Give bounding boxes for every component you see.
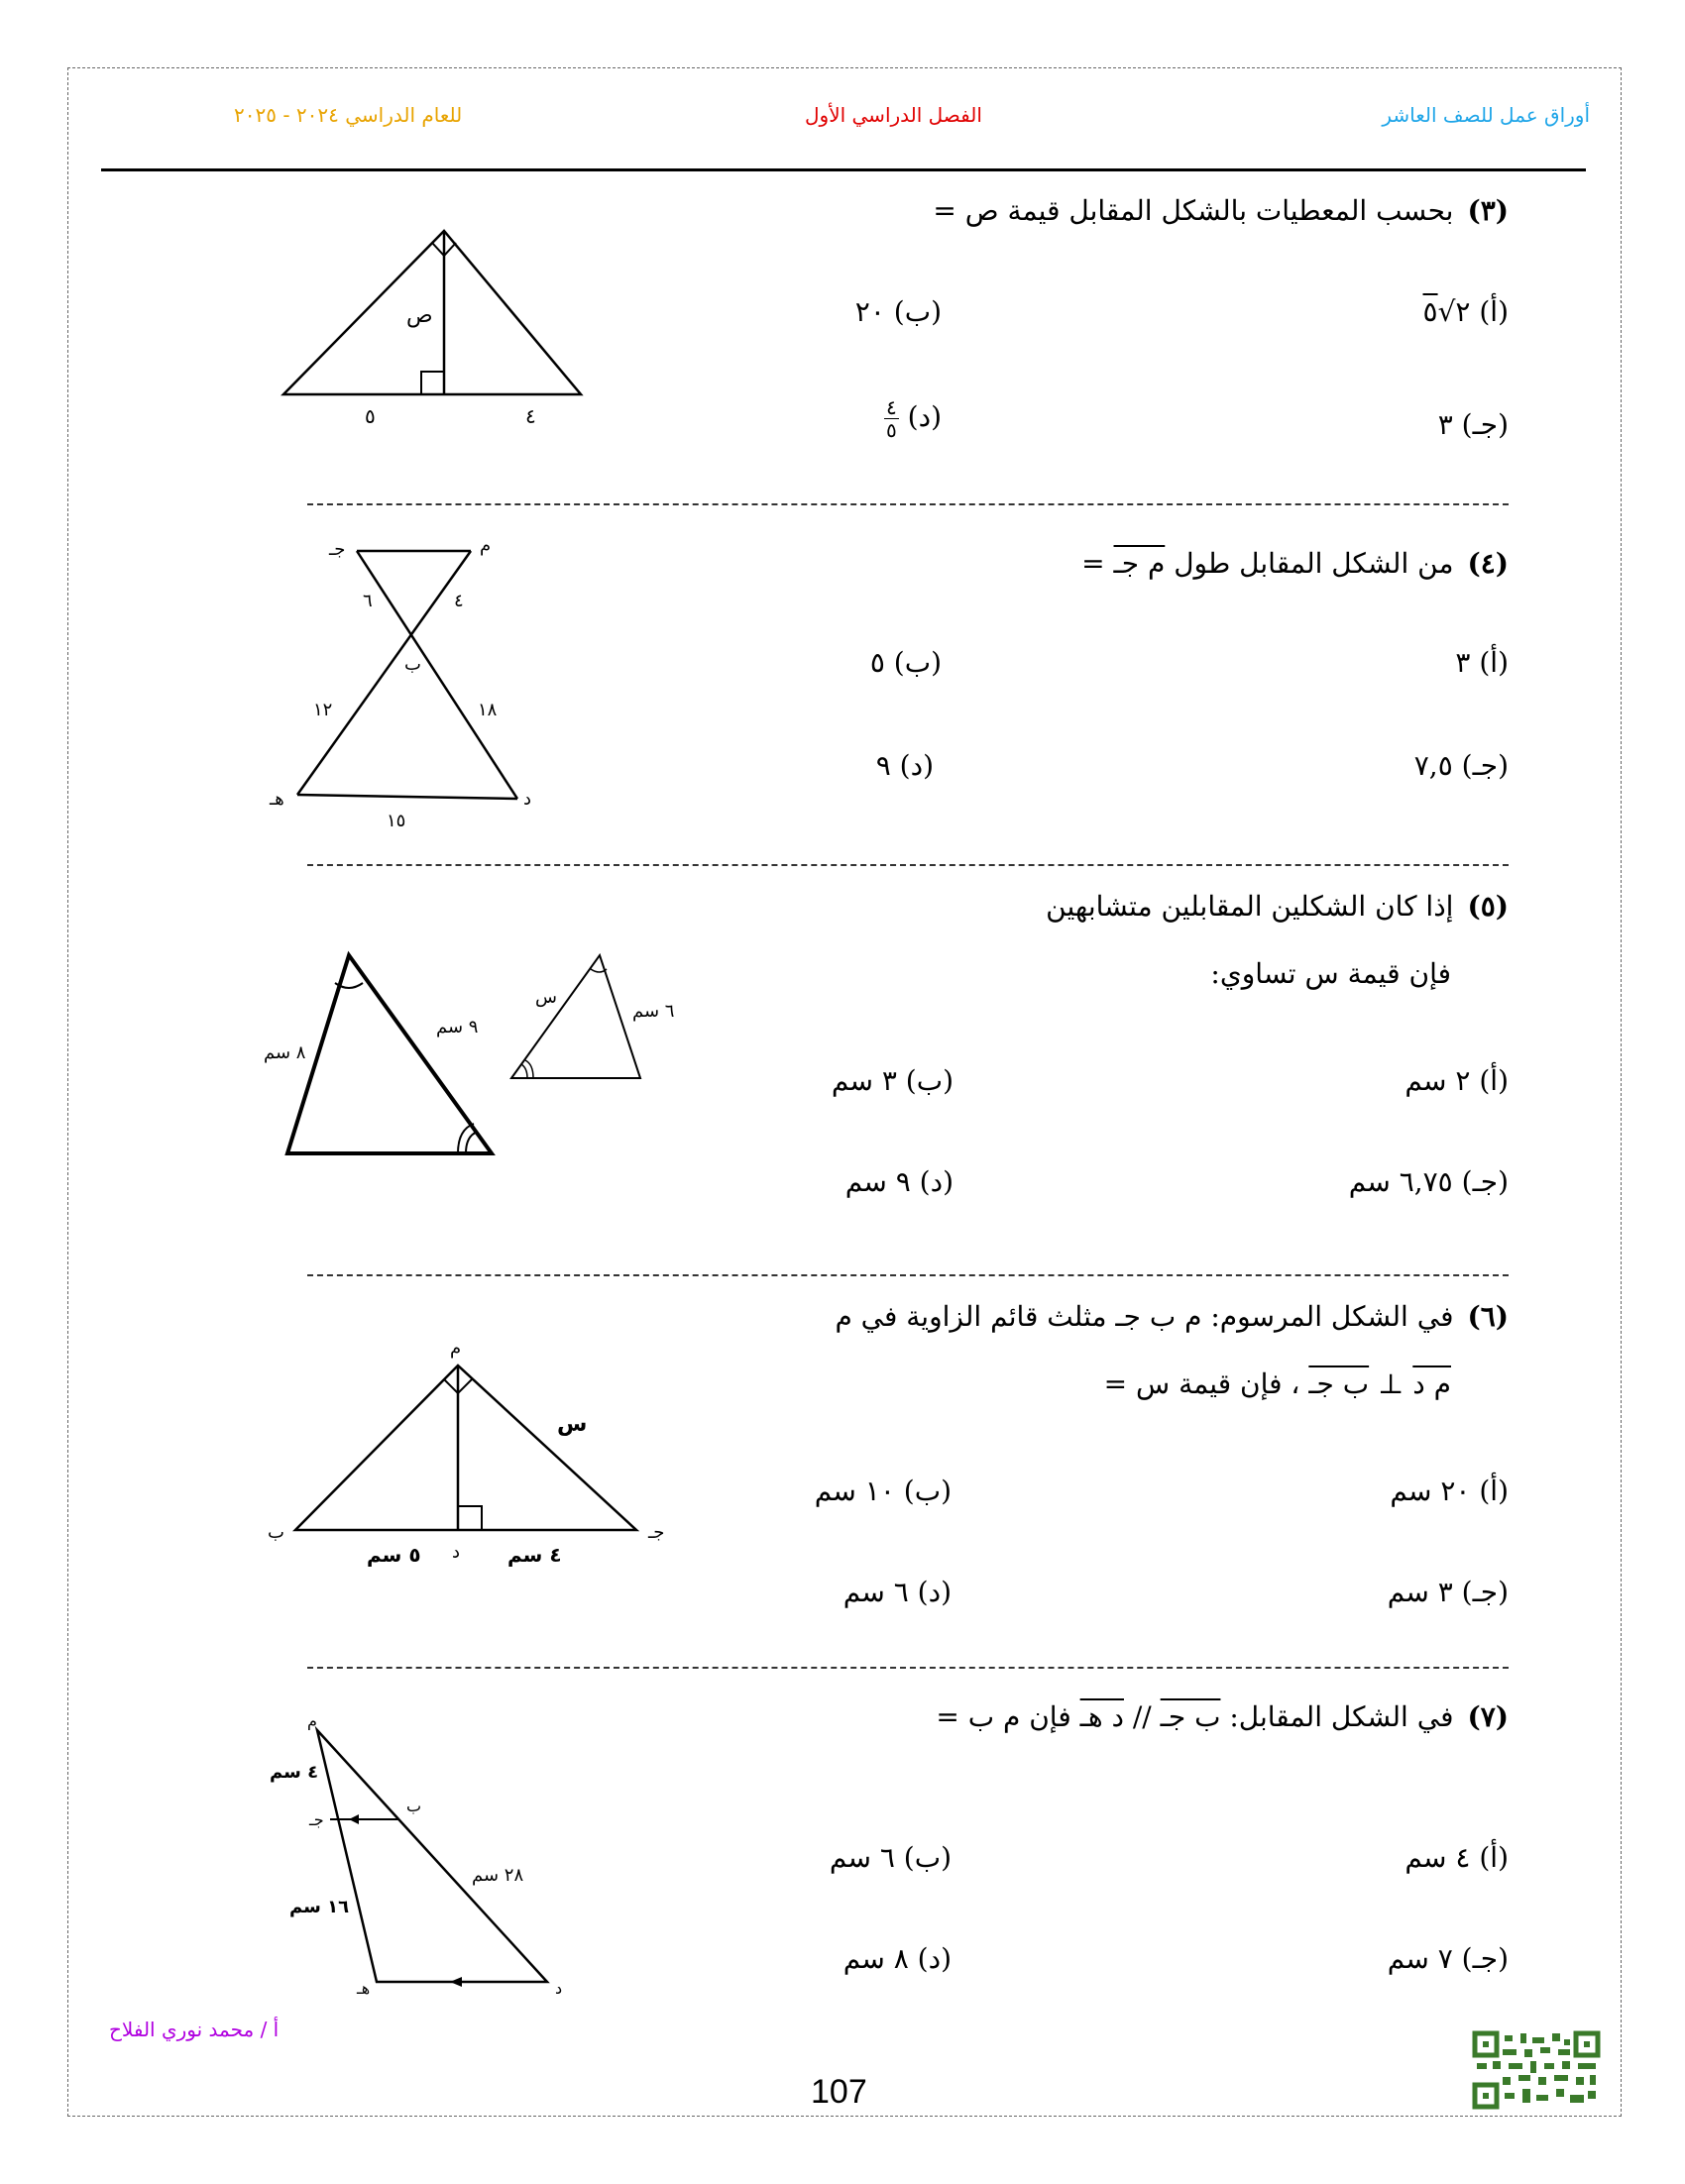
label-five: ٥ [365,404,376,428]
option-a[interactable] [1390,1474,1509,1507]
question-5-line2 [1210,957,1451,990]
label-9cm: ٩ سم [436,1017,479,1037]
question-7 [936,1700,1509,1733]
question-text: في الشكل المرسوم: م ب جـ مثلث قائم الزاوية في م [835,1300,1454,1333]
question-6-line2 [1104,1367,1451,1400]
option-value: ٤ سم [1404,1841,1471,1874]
segment-label: م جـ [1113,547,1166,580]
arrow-icon [349,1814,359,1824]
fraction [884,396,899,441]
divider [307,1274,1509,1276]
right-angle-mark [421,372,444,394]
option-value: ٣ [1437,408,1453,441]
segment-jd [357,551,517,799]
question-number: (٥) [1467,890,1509,923]
option-label: (ب) [893,646,942,679]
option-value: ١٠ سم [814,1474,895,1507]
header-semester: الفصل الدراسي الأول [805,103,982,127]
segment-md: م د [1412,1367,1451,1400]
option-value: ٣ [1455,646,1471,679]
label-6: ٦ [363,591,373,611]
option-label: (ب) [893,295,942,328]
question-6 [835,1300,1509,1333]
divider [307,1667,1509,1669]
option-label: (أ) [1479,1064,1509,1097]
option-value: ٩ سم [844,1165,911,1198]
radicand: ٥ [1422,295,1438,328]
segment-bj: ب جـ [1160,1700,1221,1733]
header-worksheet: أوراق عمل للصف العاشر [1382,103,1590,127]
option-value: ٢٠ سم [1390,1474,1471,1507]
label-x: س [535,987,557,1008]
figure-q5 [258,941,694,1169]
option-c[interactable] [1388,1576,1509,1608]
divider [307,503,1509,505]
label-16cm: ١٦ سم [289,1897,350,1917]
question-number: (٤) [1467,547,1509,580]
segment-dh: د هـ [1079,1700,1124,1733]
option-label: (ب) [903,1474,952,1507]
option-label: (أ) [1479,295,1509,328]
label-b: ب [404,654,421,675]
option-b[interactable] [815,1474,952,1507]
option-value: ٢ [1455,295,1471,328]
segment-mh [297,551,471,795]
label-m: م [307,1711,317,1730]
question-4 [1081,547,1509,580]
label-4cm: ٤ سم [507,1543,562,1567]
question-number: (٣) [1467,194,1509,227]
label-4cm: ٤ سم [270,1762,319,1783]
option-value: ٦ سم [829,1841,895,1874]
option-value: ٩ [875,749,891,782]
figure-q3 [278,223,595,431]
label-d: د [523,789,532,810]
option-d[interactable] [884,396,942,441]
label-sad: ص [406,303,433,328]
option-value: ٧,٥ [1413,749,1453,782]
label-8cm: ٨ سم [264,1042,306,1063]
question-text: بحسب المعطيات بالشكل المقابل قيمة ص = [933,194,1454,227]
option-label: (د) [919,1165,954,1198]
divider [307,864,1509,866]
denominator: ٥ [886,418,897,442]
question-5 [1046,890,1509,923]
option-label: (أ) [1479,646,1509,679]
small-triangle [511,955,640,1078]
question-equals: = [1081,547,1105,580]
label-12: ١٢ [313,700,333,720]
label-j: جـ [309,1810,324,1829]
option-a[interactable] [1455,646,1509,679]
option-value: ٢ سم [1404,1064,1471,1097]
option-b[interactable] [870,646,942,679]
arrow-icon [450,1977,462,1987]
option-value: ٣ سم [831,1064,897,1097]
header-rule [101,168,1586,171]
option-label: (د) [917,1942,952,1975]
option-b[interactable] [855,295,942,328]
segment-bj: ب جـ [1308,1367,1370,1400]
option-label: (جـ) [1461,408,1509,441]
label-four: ٤ [525,404,536,428]
option-b[interactable] [832,1064,954,1097]
option-value: ٣ سم [1387,1576,1453,1608]
label-b: ب [406,1797,422,1815]
option-value: ٢٠ [854,295,885,328]
option-label: (أ) [1479,1474,1509,1507]
label-d: د [555,1979,563,1998]
header-year: للعام الدراسي ٢٠٢٤ - ٢٠٢٥ [234,103,463,127]
option-label: (د) [907,400,942,433]
right-angle-mark [458,1506,482,1530]
option-label: (أ) [1479,1841,1509,1874]
question-text: من الشكل المقابل طول [1174,547,1454,580]
label-b: ب [268,1522,284,1543]
option-label: (جـ) [1461,1942,1509,1975]
label-h: هـ [357,1979,371,1998]
page-number: 107 [811,2073,867,2111]
label-x: س [557,1412,588,1437]
label-5cm: ٥ سم [367,1543,421,1567]
question-number: (٧) [1467,1700,1509,1733]
option-d[interactable] [843,1576,952,1608]
option-c[interactable] [1438,408,1509,441]
option-label: (د) [899,749,934,782]
big-triangle [287,955,492,1153]
option-value: ٦,٧٥ سم [1348,1165,1453,1198]
question-text: ، فإن قيمة س = [1103,1367,1300,1400]
label-d: د [452,1542,461,1563]
option-d[interactable] [845,1165,954,1198]
label-j: جـ [648,1522,665,1543]
label-6cm: ٦ سم [632,1001,675,1022]
option-label: (ب) [905,1064,954,1097]
label-j: جـ [329,539,346,560]
label-15: ١٥ [387,811,406,831]
question-text: فإن م ب = [936,1700,1071,1733]
question-3 [933,194,1509,227]
author-name: أ / محمد نوري الفلاح [109,2018,280,2041]
option-label: (جـ) [1461,749,1509,782]
option-b[interactable] [830,1841,952,1874]
figure-q4 [268,535,555,832]
option-label: (جـ) [1461,1576,1509,1608]
option-value: ٥ [869,646,885,679]
segment-hd [297,795,517,799]
option-label: (د) [917,1576,952,1608]
option-c[interactable] [1388,1942,1509,1975]
perpendicular-icon: ⊥ [1378,1367,1404,1400]
label-4: ٤ [454,591,464,611]
sqrt-icon: √ [1437,295,1456,328]
option-label: (جـ) [1461,1165,1509,1198]
question-text: في الشكل المقابل: [1229,1700,1454,1733]
numerator: ٤ [886,395,897,419]
option-a[interactable] [1404,1841,1509,1874]
label-18: ١٨ [478,700,498,720]
option-d[interactable] [876,749,934,782]
label-m: م [450,1338,462,1359]
parallel-icon: // [1132,1700,1152,1733]
option-value: ٨ سم [842,1942,909,1975]
figure-q6 [260,1320,696,1578]
question-text: فإن قيمة س تساوي: [1210,957,1451,990]
qr-code-icon [1473,2031,1600,2109]
option-label: (ب) [903,1841,952,1874]
question-text: إذا كان الشكلين المقابلين متشابهين [1046,890,1454,923]
option-value: ٦ سم [842,1576,909,1608]
option-a[interactable] [1404,1064,1509,1097]
option-d[interactable] [843,1942,952,1975]
label-m: م [480,535,492,556]
label-h: هـ [270,789,284,810]
triangle [317,1730,547,1982]
question-number: (٦) [1467,1300,1509,1333]
option-a[interactable] [1423,295,1509,328]
figure-q7 [268,1704,585,2002]
angle-mark-small-outer [521,1064,527,1078]
option-value: ٧ سم [1387,1942,1453,1975]
option-c[interactable] [1414,749,1509,782]
option-c[interactable] [1349,1165,1509,1198]
label-28cm: ٢٨ سم [472,1865,524,1886]
